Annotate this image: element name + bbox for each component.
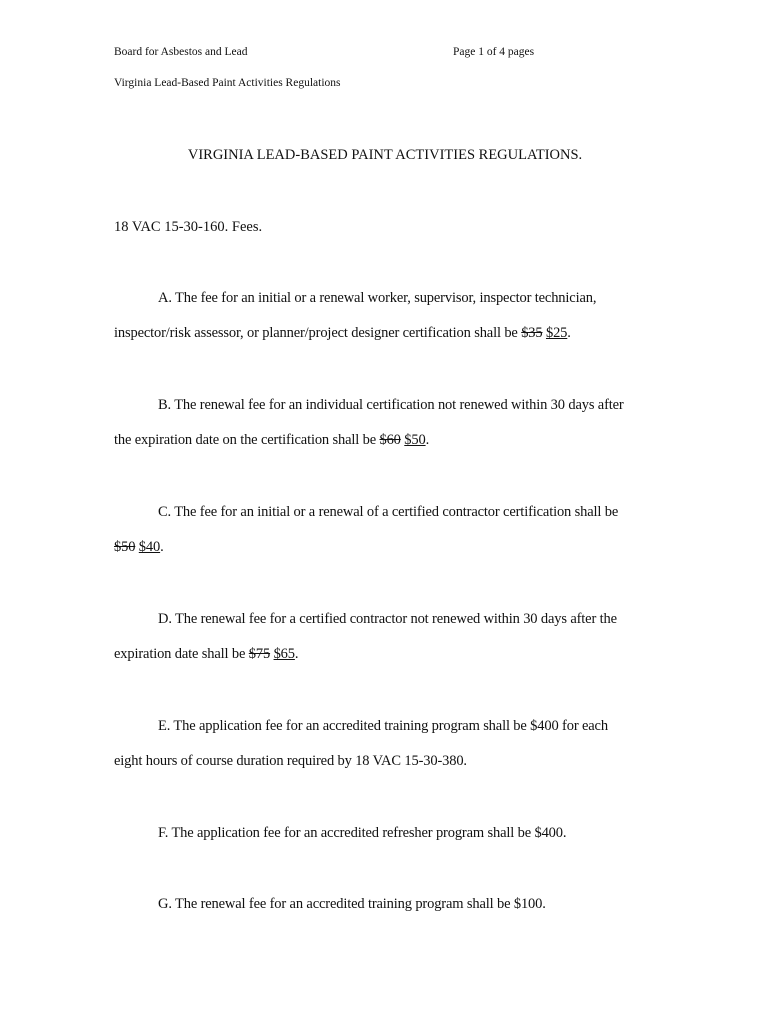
paragraph-d-line1: D. The renewal fee for a certified contractor not renewed within 30 days after the (158, 611, 617, 627)
paragraph-c-new-fee: $40 (138, 539, 161, 555)
paragraph-c-line2 (114, 539, 164, 556)
header-page-info: Page 1 of 4 pages (453, 46, 535, 58)
paragraph-b-line1: B. The renewal fee for an individual certification not renewed within 30 days after (158, 397, 624, 413)
paragraph-f-line1: F. The application fee for an accredited refresher program shall be $400. (158, 825, 567, 841)
header-board-name: Board for Asbestos and Lead (114, 46, 248, 58)
paragraph-d-line2 (114, 646, 298, 663)
paragraph-d-text: expiration date shall be (114, 646, 249, 662)
paragraph-c-line1: C. The fee for an initial or a renewal of a certified contractor certification shall be (158, 504, 619, 520)
paragraph-c-deleted-fee: $50 (114, 539, 136, 555)
paragraph-a-text: inspector/risk assessor, or planner/project designer certification shall be (114, 325, 522, 341)
paragraph-a-deleted-fee: $35 (521, 325, 543, 341)
header-regulation-name: Virginia Lead-Based Paint Activities Regulations (114, 77, 341, 89)
paragraph-b-text: the expiration date on the certification shall be (114, 432, 380, 448)
paragraph-b-line2 (114, 432, 429, 449)
paragraph-b-deleted-fee: $60 (379, 432, 401, 448)
paragraph-c-end: . (160, 539, 164, 555)
paragraph-d-end: . (294, 646, 299, 662)
paragraph-b-new-fee: $50 (404, 432, 426, 448)
section-heading: 18 VAC 15-30-160. Fees. (114, 219, 263, 235)
paragraph-e-line1: E. The application fee for an accredited training program shall be $400 for each (158, 718, 608, 734)
document-title: VIRGINIA LEAD-BASED PAINT ACTIVITIES REGULATIONS. (187, 147, 583, 163)
paragraph-a-line2 (114, 325, 571, 342)
paragraph-a-end: . (567, 325, 571, 341)
paragraph-e-line2: eight hours of course duration required by 18 VAC 15-30-380. (114, 753, 467, 769)
paragraph-b-end: . (425, 432, 430, 448)
paragraph-a-line1: A. The fee for an initial or a renewal worker, supervisor, inspector technician, (158, 290, 597, 306)
paragraph-d-deleted-fee: $75 (248, 646, 271, 662)
paragraph-g-line1: G. The renewal fee for an accredited training program shall be $100. (158, 896, 546, 912)
paragraph-d-new-fee: $65 (273, 646, 295, 662)
paragraph-a-new-fee: $25 (545, 325, 568, 341)
